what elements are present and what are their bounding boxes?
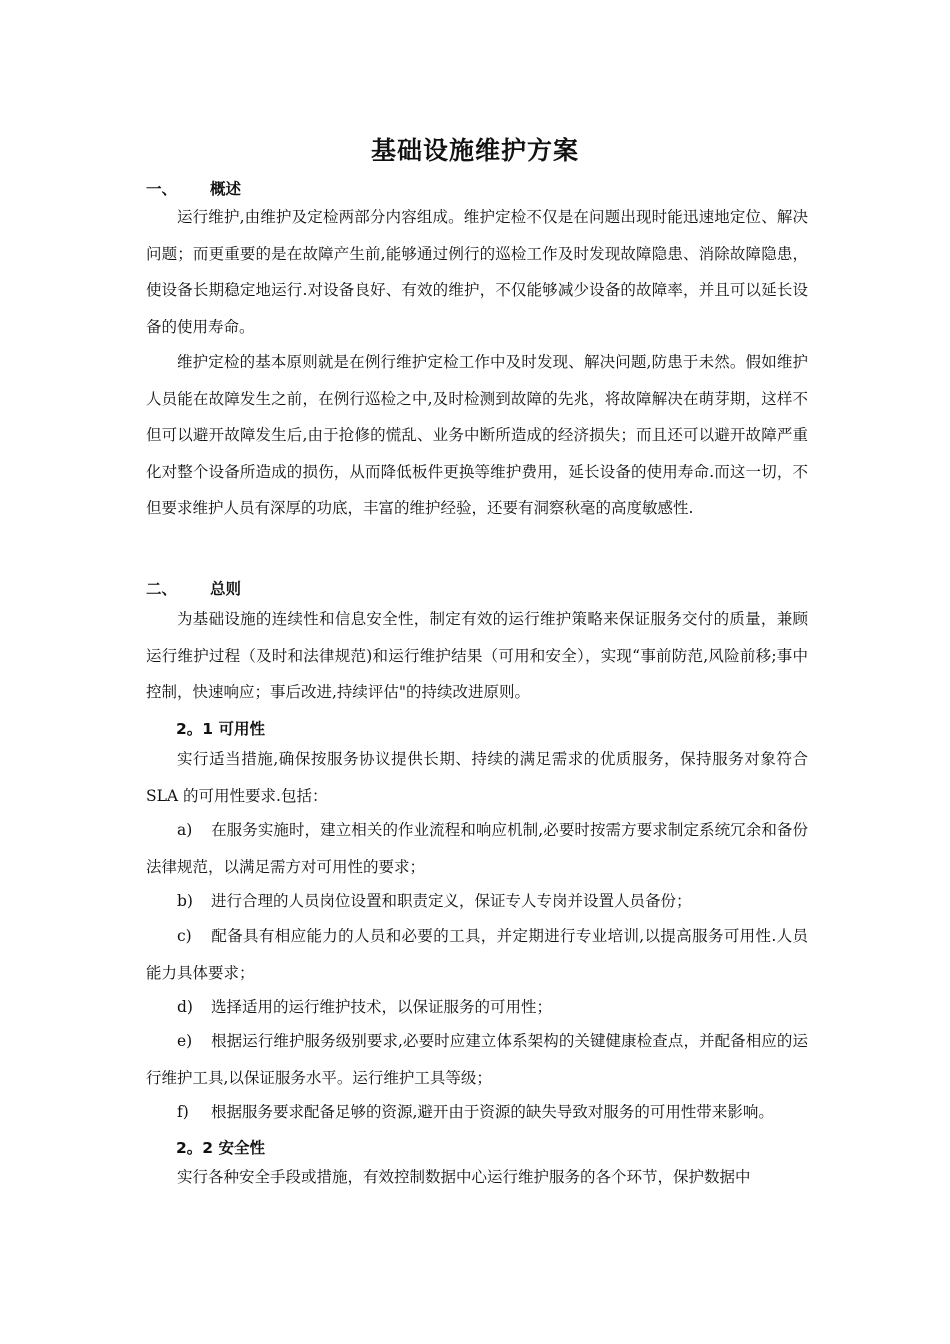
paragraph: 为基础设施的连续性和信息安全性，制定有效的运行维护策略来保证服务交付的质量，兼顾运行维护过程（及时和法律规范)和运行维护结果（可用和安全），实现“事前防范,风险前移;事中控制，快速响应；事后改进,持续评估"的持续改进原则。 <box>146 610 808 701</box>
list-item-text: 在服务实施时，建立相关的作业流程和响应机制,必要时按需方要求制定系统冗余和备份法律规范，以满足需方对可用性的要求； <box>146 821 808 876</box>
paragraph: 维护定检的基本原则就是在例行维护定检工作中及时发现、解决问题,防患于未然。假如维护人员能在故障发生之前，在例行巡检之中,及时检测到故障的先兆，将故障解决在萌芽期，这样不但可以避开故障发生后,由于抢修的慌乱、业务中断所造成的经济损失；而且还可以避开故障严重化对整个设备所造成的损伤，从而降低板件更换等维护费用，延长设备的使用寿命.而这一切，不但要求维护人员有深厚的功底，丰富的维护经验，还要有洞察秋毫的高度敏感性. <box>146 353 808 517</box>
list-item <box>146 812 808 885</box>
section-heading-overview <box>146 177 241 199</box>
section-number: 二、 <box>146 580 178 598</box>
section-heading-general <box>146 577 241 599</box>
list-item <box>146 883 808 920</box>
list-item <box>146 989 808 1026</box>
list-item-label: a) <box>177 821 193 839</box>
subsection-heading-availability: 2。1 可用性 <box>176 720 265 738</box>
section-label: 总则 <box>210 580 242 598</box>
list-item-label: d) <box>177 998 193 1016</box>
list-item-text: 选择适用的运行维护技术，以保证服务的可用性； <box>211 998 553 1016</box>
list-item-label: f) <box>177 1103 189 1121</box>
list-item-text: 根据运行维护服务级别要求,必要时应建立体系架构的关键健康检查点，并配备相应的运行维护工具,以保证服务水平。运行维护工具等级； <box>146 1032 808 1087</box>
paragraph: 运行维护,由维护及定检两部分内容组成。维护定检不仅是在问题出现时能迅速地定位、解决问题；而更重要的是在故障产生前,能够通过例行的巡检工作及时发现故障隐患、消除故障隐患，使设备长期稳定地运行.对设备良好、有效的维护，不仅能够减少设备的故障率，并且可以延长设备的使用寿命。 <box>146 208 808 336</box>
paragraph: 实行各种安全手段或措施，有效控制数据中心运行维护服务的各个环节，保护数据中 <box>177 1168 751 1186</box>
list-item-text: 根据服务要求配备足够的资源,避开由于资源的缺失导致对服务的可用性带来影响。 <box>211 1103 774 1121</box>
list-item <box>146 1094 808 1131</box>
paragraph: 实行适当措施,确保按服务协议提供长期、持续的满足需求的优质服务，保持服务对象符合 SLA 的可用性要求.包括： <box>146 750 808 805</box>
subsection-heading-security: 2。2 安全性 <box>176 1139 265 1157</box>
list-item-label: c) <box>177 927 192 945</box>
list-item-label: b) <box>177 892 193 910</box>
document-title: 基础设施维护方案 <box>370 136 579 165</box>
section-label: 概述 <box>210 180 242 198</box>
section-number: 一、 <box>146 180 178 198</box>
list-item <box>146 1023 808 1096</box>
list-item-label: e) <box>177 1032 193 1050</box>
list-item <box>146 918 808 991</box>
list-item-text: 配备具有相应能力的人员和必要的工具，并定期进行专业培训,以提高服务可用性.人员能力具体要求； <box>146 927 808 982</box>
list-item-text: 进行合理的人员岗位设置和职责定义，保证专人专岗并设置人员备份； <box>211 892 692 910</box>
